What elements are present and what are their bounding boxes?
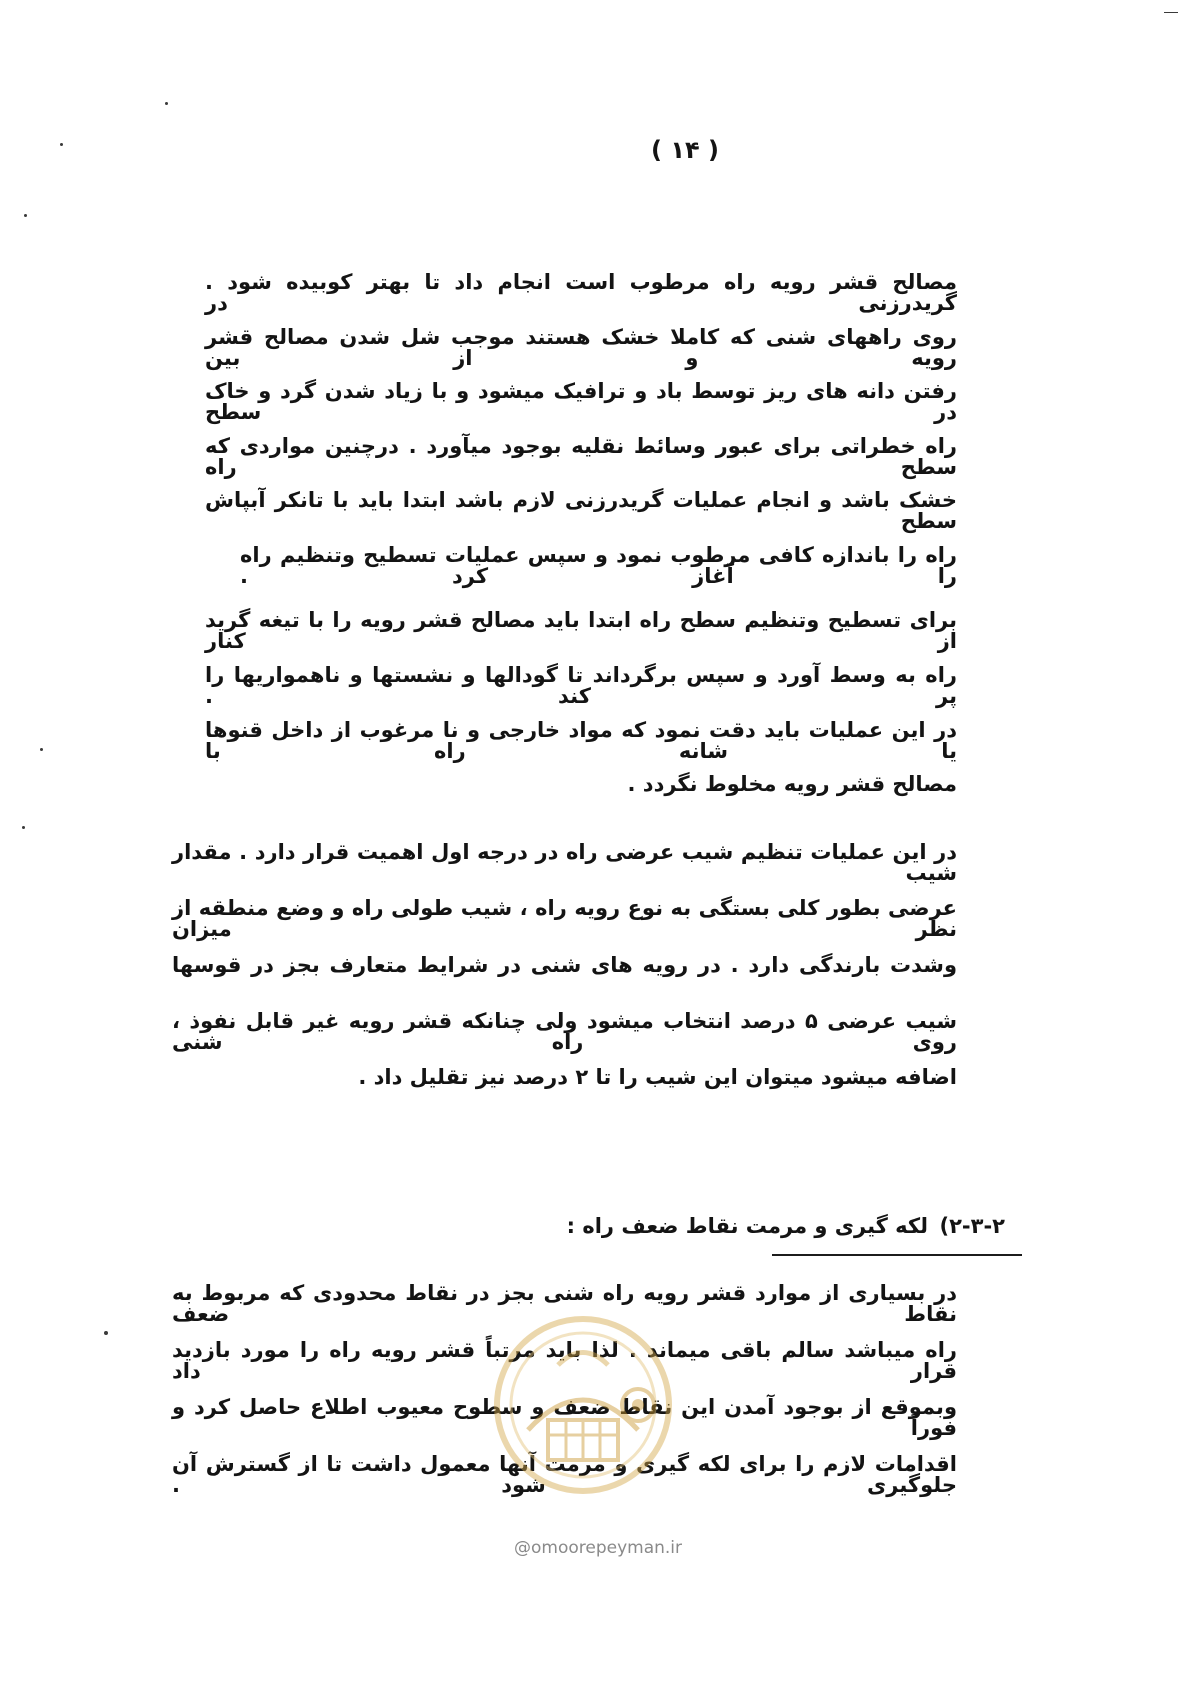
- paragraph-line: راه خطراتی برای عبور وسائط نقلیه بوجود میآورد . درچنین مواردی که سطح راه: [205, 434, 957, 479]
- scan-speck: [22, 826, 25, 829]
- paragraph-line: خشک باشد و انجام عملیات گریدرزنی لازم باشد ابتدا باید با تانکر آبپاش سطح: [205, 488, 957, 533]
- paragraph-line: اضافه میشود میتوان این شیب را تا ۲ درصد نیز تقلیل داد .: [358, 1065, 957, 1089]
- paragraph-line: راه را باندازه کافی مرطوب نمود و سپس عملیات تسطیح وتنظیم راه را آغاز کرد .: [240, 543, 957, 588]
- paragraph-line: در این عملیات باید دقت نمود که مواد خارجی و نا مرغوب از داخل قنوها یا شانه راه با: [205, 718, 957, 763]
- section-heading: لکه گیری و مرمت نقاط ضعف راه :: [566, 1214, 928, 1238]
- heading-underline: [772, 1254, 1022, 1256]
- paragraph-line: مصالح قشر رویه مخلوط نگردد .: [627, 772, 957, 796]
- section-number: ۲-۳-۲): [939, 1214, 1005, 1238]
- scan-speck: [165, 102, 168, 105]
- paragraph-line: عرضی بطور کلی بستگی به نوع رویه راه ، شیب طولی راه و وضع منطقه از نظر میزان: [172, 896, 957, 941]
- paragraph-line: راه میباشد سالم باقی میماند . لذا باید مرتباً قشر رویه راه را مورد بازدید قرار داد: [172, 1338, 957, 1383]
- paragraph-line: رفتن دانه های ریز توسط باد و ترافیک میشود و با زیاد شدن گرد و خاک در سطح: [205, 379, 957, 424]
- page-number: ( ۱۴ ): [651, 136, 719, 164]
- paragraph-line: روی راههای شنی که کاملا خشک هستند موجب شل شدن مصالح قشر رویه و از بین: [205, 325, 957, 370]
- paragraph-line: راه به وسط آورد و سپس برگرداند تا گودالها و نشستها و ناهمواریها را پر کند .: [205, 663, 957, 708]
- paragraph-line: در بسیاری از موارد قشر رویه راه شنی بجز در نقاط محدودی که مربوط به نقاط ضعف: [172, 1281, 957, 1326]
- scan-speck: [1164, 12, 1178, 13]
- paragraph-line: وبموقع از بوجود آمدن این نقاط ضعف و سطوح معیوب اطلاع حاصل کرد و فوراً: [172, 1395, 957, 1440]
- watermark-text: @omoorepeyman.ir: [513, 1538, 683, 1558]
- paragraph-line: برای تسطیح وتنظیم سطح راه ابتدا باید مصالح قشر رویه را با تیغه گرید از کنار: [205, 608, 957, 653]
- paragraph-line: اقدامات لازم را برای لکه گیری و مرمت آنها معمول داشت تا از گسترش آن جلوگیری شود .: [172, 1452, 957, 1497]
- paragraph-line: وشدت بارندگی دارد . در رویه های شنی در شرایط متعارف بجز در قوسها: [172, 953, 957, 977]
- omoorepeyman-logo-icon: [488, 1310, 678, 1500]
- scan-speck: [60, 143, 63, 146]
- scan-speck: [24, 214, 27, 217]
- paragraph-line: مصالح قشر رویه راه مرطوب است انجام داد تا بهتر کوبیده شود . گریدرزنی در: [205, 270, 957, 315]
- paragraph-line: در این عملیات تنظیم شیب عرضی راه در درجه اول اهمیت قرار دارد . مقدار شیب: [172, 840, 957, 885]
- scan-speck: [40, 748, 43, 751]
- scan-speck: [104, 1331, 108, 1335]
- paragraph-line: شیب عرضی ۵ درصد انتخاب میشود ولی چنانکه قشر رویه غیر قابل نفوذ ، روی راه شنی: [172, 1009, 957, 1054]
